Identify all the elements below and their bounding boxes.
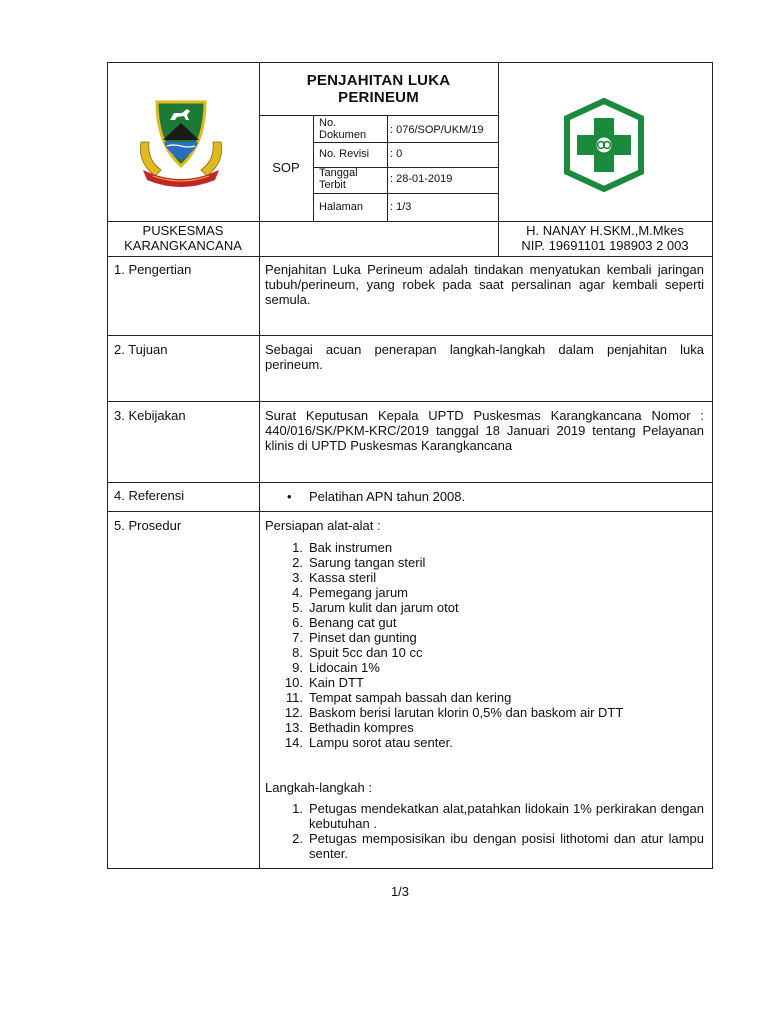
- list-item-number: 1.: [292, 801, 303, 816]
- list-item-number: 5.: [292, 600, 303, 615]
- list-item-text: Tempat sampah bassah dan kering: [309, 690, 512, 705]
- list-item: [263, 615, 708, 630]
- label-pengertian: 1. Pengertian: [114, 262, 192, 277]
- list-item-number: 2.: [292, 555, 303, 570]
- meta-value-tanggal-terbit: : 28-01-2019: [390, 173, 453, 185]
- list-item: [263, 801, 704, 831]
- list-item-number: 9.: [292, 660, 303, 675]
- list-item: [263, 540, 708, 555]
- list-item-number: 7.: [292, 630, 303, 645]
- label-tujuan: 2. Tujuan: [114, 342, 168, 357]
- list-item: [263, 660, 708, 675]
- list-item: [263, 600, 708, 615]
- list-item: [263, 555, 708, 570]
- tools-list: [263, 540, 708, 750]
- label-referensi: 4. Referensi: [114, 488, 185, 503]
- steps-list: [263, 801, 704, 861]
- list-item-number: 8.: [292, 645, 303, 660]
- prep-heading: Persiapan alat-alat :: [265, 518, 381, 533]
- list-item-text: Jarum kulit dan jarum otot: [309, 600, 459, 615]
- puskesmas-logo: [557, 98, 651, 192]
- title-line-1: PENJAHITAN LUKA: [306, 72, 451, 89]
- bullet-icon: •: [287, 489, 292, 504]
- list-item-number: 2.: [292, 831, 303, 846]
- list-item-number: 10.: [284, 675, 303, 690]
- list-item-number: 6.: [292, 615, 303, 630]
- signer-block: [498, 223, 712, 253]
- meta-value-no-dokumen: : 076/SOP/UKM/19: [390, 124, 484, 136]
- list-item-text: Baskom berisi larutan klorin 0,5% dan baskom air DTT: [309, 705, 624, 720]
- list-item-number: 12.: [284, 705, 303, 720]
- list-item-text: Kain DTT: [309, 675, 364, 690]
- list-item: [263, 585, 708, 600]
- list-item-text: Petugas memposisikan ibu dengan posisi lithotomi dan atur lampu senter.: [309, 831, 704, 861]
- list-item-text: Bak instrumen: [309, 540, 393, 555]
- page-number: 1/3: [390, 884, 410, 899]
- meta-label-no-revisi: No. Revisi: [319, 148, 370, 160]
- regional-emblem-logo: [133, 96, 229, 188]
- list-item-number: 4.: [292, 585, 303, 600]
- list-item-text: Lampu sorot atau senter.: [309, 735, 453, 750]
- meta-value-halaman: : 1/3: [390, 201, 412, 213]
- document-title: [259, 72, 498, 106]
- sop-label: SOP: [272, 160, 300, 175]
- list-item: [263, 645, 708, 660]
- list-item-text: Pinset dan gunting: [309, 630, 417, 645]
- list-item-number: 14.: [284, 735, 303, 750]
- list-item-text: Spuit 5cc dan 10 cc: [309, 645, 423, 660]
- signer-nip: NIP. 19691101 198903 2 003: [521, 238, 689, 253]
- list-item-text: Kassa steril: [309, 570, 377, 585]
- list-item-text: Benang cat gut: [309, 615, 397, 630]
- signer-name: H. NANAY H.SKM.,M.Mkes: [526, 223, 684, 238]
- list-item: [263, 630, 708, 645]
- list-item-text: Sarung tangan steril: [309, 555, 426, 570]
- text-tujuan: Sebagai acuan penerapan langkah-langkah dalam penjahitan luka perineum.: [265, 342, 704, 372]
- list-item-text: Petugas mendekatkan alat,patahkan lidokain 1% perkirakan dengan kebutuhan .: [309, 801, 704, 831]
- meta-label-tanggal-terbit: Tanggal Terbit: [319, 167, 358, 191]
- steps-heading: Langkah-langkah :: [265, 780, 372, 795]
- label-kebijakan: 3. Kebijakan: [114, 408, 186, 423]
- list-item: [263, 735, 708, 750]
- list-item-number: 1.: [292, 540, 303, 555]
- organization-name: PUSKESMAS KARANGKANCANA: [124, 223, 242, 253]
- list-item-number: 11.: [285, 690, 303, 705]
- list-item: [263, 720, 708, 735]
- meta-label-halaman: Halaman: [319, 201, 364, 213]
- label-prosedur: 5. Prosedur: [114, 518, 182, 533]
- list-item-number: 3.: [292, 570, 303, 585]
- text-pengertian: Penjahitan Luka Perineum adalah tindakan menyatukan kembali jaringan tubuh/perineum, yang robek pada saat persalinan agar kembali seperti semula.: [265, 262, 704, 307]
- meta-value-no-revisi: : 0: [390, 148, 403, 160]
- list-item: [263, 675, 708, 690]
- title-line-2: PERINEUM: [338, 89, 419, 106]
- list-item: [263, 705, 708, 720]
- text-kebijakan: Surat Keputusan Kepala UPTD Puskesmas Karangkancana Nomor : 440/016/SK/PKM-KRC/2019 tanggal 18 Januari 2019 tentang Pelayanan klinis di UPTD Puskesmas Karangkancana: [265, 408, 704, 453]
- list-item: [263, 690, 708, 705]
- meta-label-no-dokumen: No. Dokumen: [319, 117, 367, 141]
- list-item-text: Lidocain 1%: [309, 660, 380, 675]
- list-item-text: Pemegang jarum: [309, 585, 408, 600]
- list-item-number: 13.: [284, 720, 303, 735]
- list-item: [263, 570, 708, 585]
- list-item-text: Bethadin kompres: [309, 720, 414, 735]
- list-item: [263, 831, 704, 861]
- referensi-bullet-item: • Pelatihan APN tahun 2008.: [287, 489, 466, 504]
